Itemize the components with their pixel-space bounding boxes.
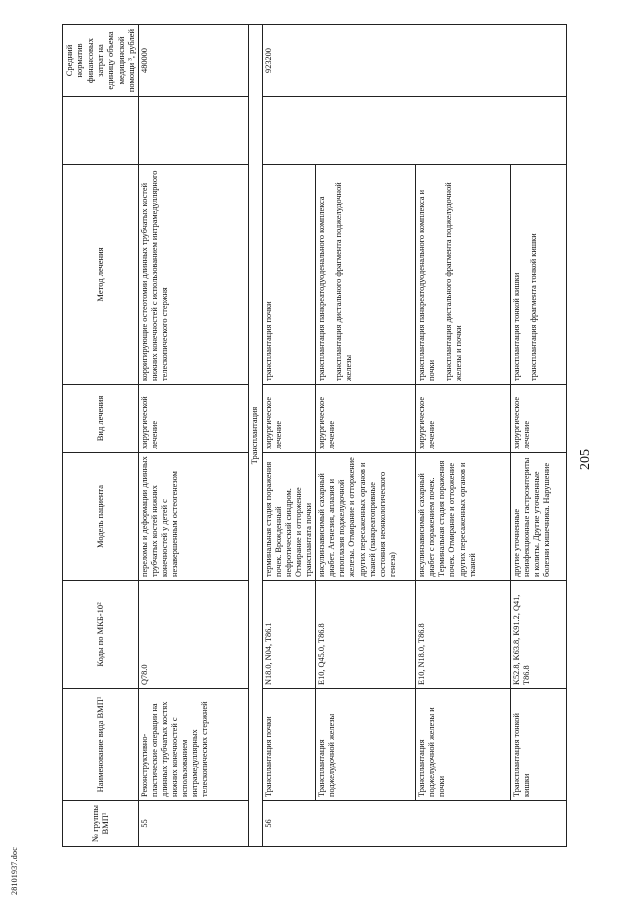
- vmp-table: [62, 24, 567, 847]
- row-codes: K52.8, K63.8, K91.2, Q41, T86.8: [511, 581, 567, 689]
- row-codes: N18.0, N04, T86.1: [262, 581, 316, 689]
- row-name: Трансплантация поджелудочной железы: [316, 689, 416, 801]
- row-method: корригирующие остеотомии длинных трубчатых костей нижних конечностей с использованием интрамедуллярного телескопического стержня: [138, 165, 248, 385]
- section-row: [248, 25, 262, 847]
- row-name: Трансплантация почки: [262, 689, 316, 801]
- row-model: другие уточненные неинфекционные гастроэнтериты и колиты. Другие уточненные болезни кишечника. Нарушение: [511, 453, 567, 581]
- row-method: [416, 165, 511, 385]
- row-number: 55: [138, 801, 248, 847]
- row-blank: [138, 97, 248, 165]
- header-blank: [63, 97, 139, 165]
- method-option: трансплантация тонкой кишки: [512, 272, 522, 381]
- header-cost: Средний норматив финансовых затрат на единицу объема медицинской помощи ³, рублей: [63, 25, 139, 97]
- row-name: Трансплантация тонкой кишки: [511, 689, 567, 801]
- row-cost: 480000: [138, 25, 248, 97]
- row-name: Реконструктивно-пластические операции на длинных трубчатых костях нижних конечностей с использованием интрамедуллярных телескопических стержней: [138, 689, 248, 801]
- row-model: инсулинзависимый сахарный диабет с поражением почек. Терминальная стадия поражения почек. Отмирание и отторжение других пересаженных органов и тканей: [416, 453, 511, 581]
- row-codes: E10, Q45.0, T86.8: [316, 581, 416, 689]
- row-type: хирургическое лечение: [262, 385, 316, 453]
- row-codes: E10, N18.0, T86.8: [416, 581, 511, 689]
- header-type: Вид лечения: [63, 385, 139, 453]
- header-group: № группы ВМП¹: [63, 801, 139, 847]
- row-type: хирургической лечение: [138, 385, 248, 453]
- header-row: [63, 25, 139, 847]
- row-type: хирургическое лечение: [511, 385, 567, 453]
- header-name: Наименование вида ВМП¹: [63, 689, 139, 801]
- row-codes: Q78.0: [138, 581, 248, 689]
- row-number: 56: [262, 801, 566, 847]
- method-option: трансплантация дистального фрагмента поджелудочной железы: [334, 182, 354, 381]
- header-method: Метод лечения: [63, 165, 139, 385]
- row-cost: 923200: [262, 25, 566, 97]
- method-option: трансплантация фрагмента тонкой кишки: [529, 233, 539, 381]
- row-type: хирургическое лечение: [416, 385, 511, 453]
- table-row: [262, 25, 316, 847]
- method-option: трансплантация панкреатодуоденального комплекса и почки: [417, 189, 437, 381]
- row-model: инсулинзависимый сахарный диабет. Агенезия, аплазия и гипоплазия поджелудочной железы. Отмирание и отторжение других пересаженных органов и тканей (панкреатопривные состояния неонкологического генеза): [316, 453, 416, 581]
- header-codes: Коды по МКБ-10²: [63, 581, 139, 689]
- row-model: переломы и деформации длинных трубчатых костей нижних конечностей у детей с незавершенным остеогенезом: [138, 453, 248, 581]
- row-model: терминальная стадия поражения почек. Врожденный нефротический синдром. Отмирание и отторжение трансплантата почки: [262, 453, 316, 581]
- row-method: трансплантация почки: [262, 165, 316, 385]
- row-name: Трансплантация поджелудочной железы и почки: [416, 689, 511, 801]
- row-blank: [262, 97, 566, 165]
- row-type: хирургическое лечение: [316, 385, 416, 453]
- section-title: Трансплантация: [248, 25, 262, 847]
- table-row: [138, 25, 248, 847]
- method-option: трансплантация панкреатодуоденального комплекса: [317, 196, 327, 381]
- row-method: [511, 165, 567, 385]
- row-method: [316, 165, 416, 385]
- header-model: Модель пациента: [63, 453, 139, 581]
- method-option: трансплантация дистального фрагмента поджелудочной железы и почки: [444, 182, 464, 381]
- footer-filename: 28101937.doc: [10, 847, 19, 895]
- page-number: 205: [578, 449, 593, 470]
